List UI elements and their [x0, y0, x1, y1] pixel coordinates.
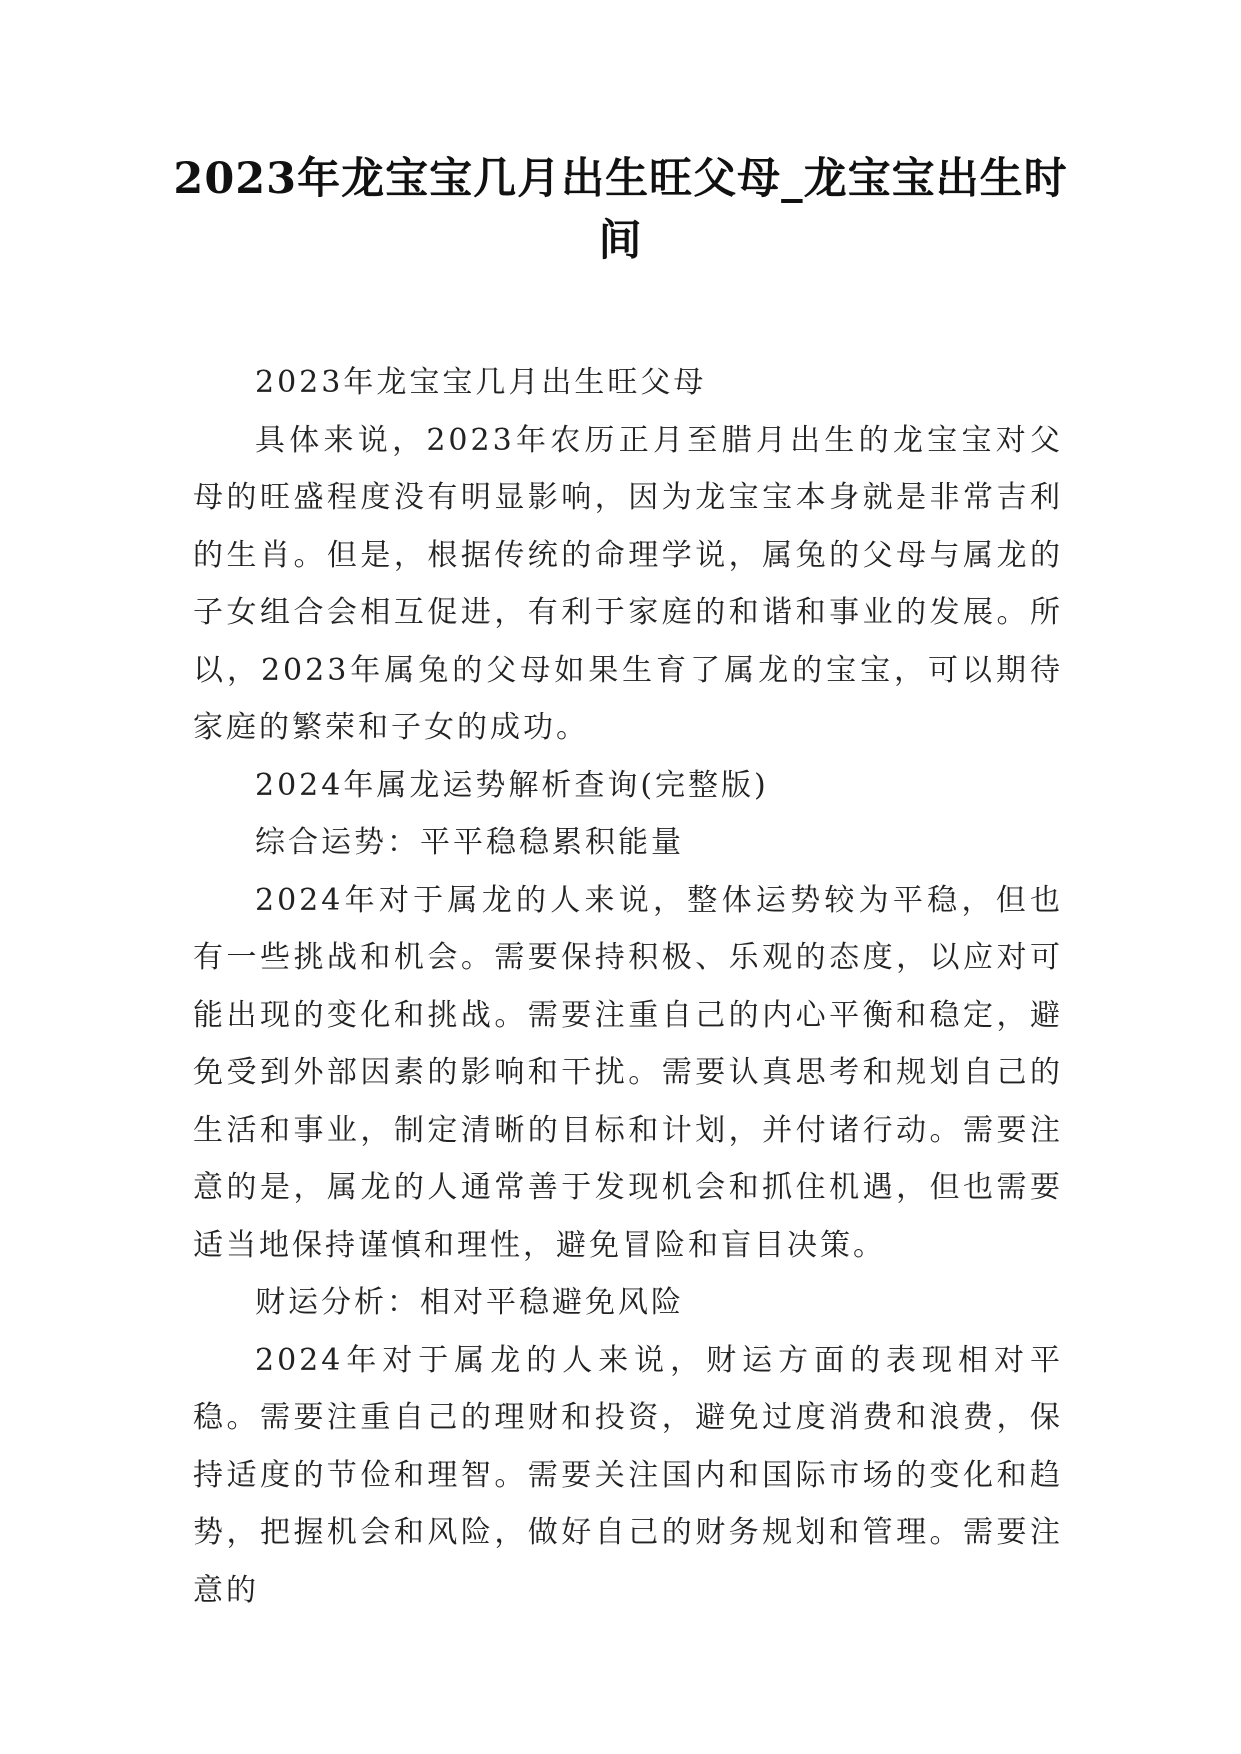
document-title: 2023年龙宝宝几月出生旺父母_龙宝宝出生时间 — [173, 154, 1068, 266]
body-paragraph: 具体来说，2023年农历正月至腊月出生的龙宝宝对父母的旺盛程度没有明显影响，因为龙宝宝本身就是非常吉利的生肖。但是，根据传统的命理学说，属兔的父母与属龙的子女组合会相互促进，有利于家庭的和谐和事业的发展。所以，2023年属兔的父母如果生育了属龙的宝宝，可以期待家庭的繁荣和子女的成功。 — [193, 422, 1063, 745]
body-paragraph: 2024年对于属龙的人来说，财运方面的表现相对平稳。需要注重自己的理财和投资，避免过度消费和浪费，保持适度的节俭和理智。需要关注国内和国际市场的变化和趋势，把握机会和风险，做好自己的财务规划和管理。需要注意的 — [193, 1342, 1063, 1608]
document-body — [193, 354, 1063, 1619]
body-paragraph: 2024年对于属龙的人来说，整体运势较为平稳，但也有一些挑战和机会。需要保持积极、乐观的态度，以应对可能出现的变化和挑战。需要注重自己的内心平衡和稳定，避免受到外部因素的影响和干扰。需要认真思考和规划自己的生活和事业，制定清晰的目标和计划，并付诸行动。需要注意的是，属龙的人通常善于发现机会和抓住机遇，但也需要适当地保持谨慎和理性，避免冒险和盲目决策。 — [193, 882, 1063, 1263]
section-heading: 2024年属龙运势解析查询(完整版) — [255, 767, 769, 803]
section-heading: 2023年龙宝宝几月出生旺父母 — [255, 365, 707, 400]
section-heading: 财运分析：相对平稳避免风险 — [255, 1285, 684, 1320]
section-heading: 综合运势：平平稳稳累积能量 — [255, 825, 684, 860]
